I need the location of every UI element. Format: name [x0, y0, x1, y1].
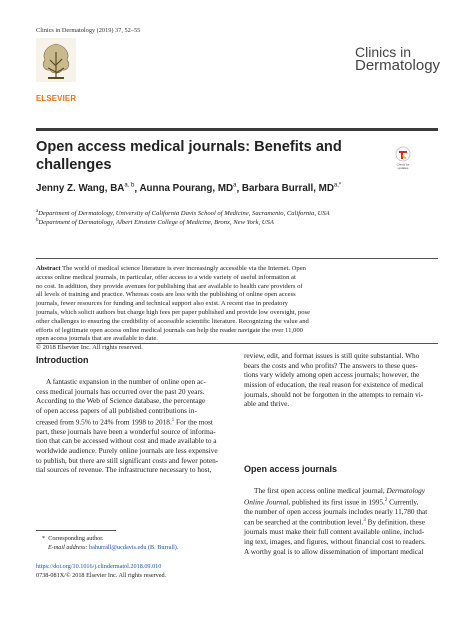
text-line: the number of open access journals includes nearly 11,780 that: [244, 506, 428, 516]
abstract-top-rule: [36, 258, 438, 259]
svg-text:updates: updates: [397, 166, 409, 170]
journal-title-line2: Dermatology: [355, 57, 441, 74]
text-line: tions vary widely among open access journals; however, the: [244, 370, 420, 380]
article-title-line2: challenges: [36, 156, 112, 173]
email-note: E-mail address: bahurrall@ucdavis.edu (B. Burrall).: [48, 544, 179, 551]
text-line: ing text, images, and figures, without financial cost to readers.: [244, 537, 426, 547]
section-heading-introduction: Introduction: [36, 355, 89, 365]
abstract-line: other challenges to ensuring the credibility of accessible scientific literature. Recognizing the value and: [36, 317, 309, 325]
text-line: of open access papers of all published contributions in-: [36, 405, 197, 415]
text-line: According to the Web of Science database, the percentage: [36, 396, 206, 406]
elsevier-tree-icon: [36, 38, 76, 82]
author-3: Barbara Burrall, $MD^{a,*}$: [241, 183, 342, 195]
text-line: tion that can be accessed without cost and made available to a: [36, 436, 217, 446]
journal-citation: Clinics in Dermatology (2019) 37, 52–55: [36, 27, 141, 34]
abstract-line: Abstract The world of medical science literature is ever increasingly accessible via the Internet. Open: [36, 265, 306, 272]
affiliation-a: $^a$Department of Dermatology, University of California Davis School of Medicine, Sacramento, California, USA: [36, 209, 330, 218]
text-line: Online Journal, published its first issue in 1995.$^2$ Currently,: [244, 497, 419, 507]
svg-text:Check for: Check for: [396, 162, 410, 167]
abstract-label: Abstract: [36, 265, 61, 272]
author-list: Jenny Z. Wang, BA$^{a, b}$, Aunna Pourang, $MD^a$, Barbara Burrall, $MD^{a,*}$: [36, 183, 342, 195]
open-access-paragraph: [244, 486, 440, 556]
text-line: journals, should not be forgotten in the attempts to remain vi-: [244, 389, 424, 399]
affiliation-b: $^b$Department of Dermatology, Albert Einstein College of Medicine, Bronx, New York, USA: [36, 218, 274, 227]
text-line: The first open access online medical journal, Dermatology: [254, 486, 426, 495]
abstract-line: no cost. In addition, they provide avenues for publishing that are available to health care providers of: [36, 282, 303, 290]
doi-link[interactable]: https://doi.org/10.1016/j.clindermatol.2018.09.010: [36, 563, 162, 570]
copyright-line: © 2018 Elsevier Inc. All rights reserved.: [36, 344, 143, 352]
publisher-name: ELSEVIER: [36, 94, 77, 103]
text-line: worldwide audience. Purely online journals are less expensive: [36, 446, 218, 456]
abstract-line: access online medical journals, in particular, offer access to a wide variety of useful information at: [36, 273, 296, 281]
abstract-bottom-rule: [36, 343, 438, 344]
footnote-rule: [36, 530, 116, 531]
text-line: A worthy goal is to allow dissemination of important medical: [244, 546, 424, 556]
intro-paragraph: [36, 377, 226, 475]
abstract: [36, 265, 406, 353]
abstract-line: journals, which solicit authors but charge high fees per paper published and provide low oversight, pose: [36, 308, 311, 316]
text-line: bears the costs and who profits? The answers to these ques-: [244, 360, 418, 370]
elsevier-logo: [36, 38, 80, 103]
abstract-line: journals, fewer resources for funding and technical support also exist. A recent rise in predatory: [36, 300, 288, 308]
text-line: journals must make their full content available online, includ-: [244, 527, 425, 537]
author-2: Aunna Pourang, $MD^a$: [139, 183, 237, 195]
journal-header: [36, 38, 441, 110]
header-rule: [36, 128, 438, 131]
citation-ref[interactable]: 1: [171, 417, 175, 423]
text-line: tial sources of revenue. The infrastructure necessary to host,: [36, 465, 212, 475]
abstract-line: efforts of legitimate open access online medical journals can help the reader navigate the over 11,000: [36, 326, 303, 334]
text-line: able and thrive.: [244, 399, 290, 409]
text-line: cess medical journals has occurred over the past 20 years.: [36, 386, 205, 396]
text-line: to publish, but there are still significant costs and fewer poten-: [36, 455, 219, 465]
text-line: mission of education, the real reason for existence of medical: [244, 379, 424, 389]
text-line: part, these journals have been a wonderful source of informa-: [36, 426, 216, 436]
journal-title-line1: Clinics in: [355, 44, 412, 60]
corresponding-author-note: * Corresponding author.: [42, 535, 104, 542]
article-title: [36, 139, 356, 174]
abstract-line: open access journals that are available to date.: [36, 335, 158, 343]
right-column-paragraph: [244, 351, 440, 409]
text-line: creased from 9.5% to 24% from 1998 to 2018.$^1$ For the most: [36, 417, 213, 427]
section-heading-open-access: Open access journals: [244, 464, 338, 474]
text-line: review, edit, and format issues is still quite substantial. Who: [244, 351, 420, 360]
email-link[interactable]: bahurrall@ucdavis.edu (B. Burrall).: [89, 544, 179, 551]
article-title-line1: Open access medical journals: Benefits and: [36, 139, 342, 155]
issn-line: 0738-081X/© 2018 Elsevier Inc. All rights reserved.: [36, 572, 167, 579]
author-1: Jenny Z. Wang, BA$^{a, b}$: [36, 183, 135, 195]
abstract-line: all levels of training and practice. Whereas costs are less with the publishing of online open access: [36, 291, 296, 299]
journal-title: [355, 44, 441, 74]
text-line: can be searched at the contribution level.$^3$ By definition, these: [244, 517, 425, 527]
citation-ref[interactable]: 2: [384, 497, 388, 503]
text-line: A fantastic expansion in the number of online open ac-: [46, 377, 206, 386]
citation-ref[interactable]: 3: [363, 518, 366, 524]
doi: [36, 563, 161, 570]
crossmark-icon[interactable]: [392, 145, 414, 171]
